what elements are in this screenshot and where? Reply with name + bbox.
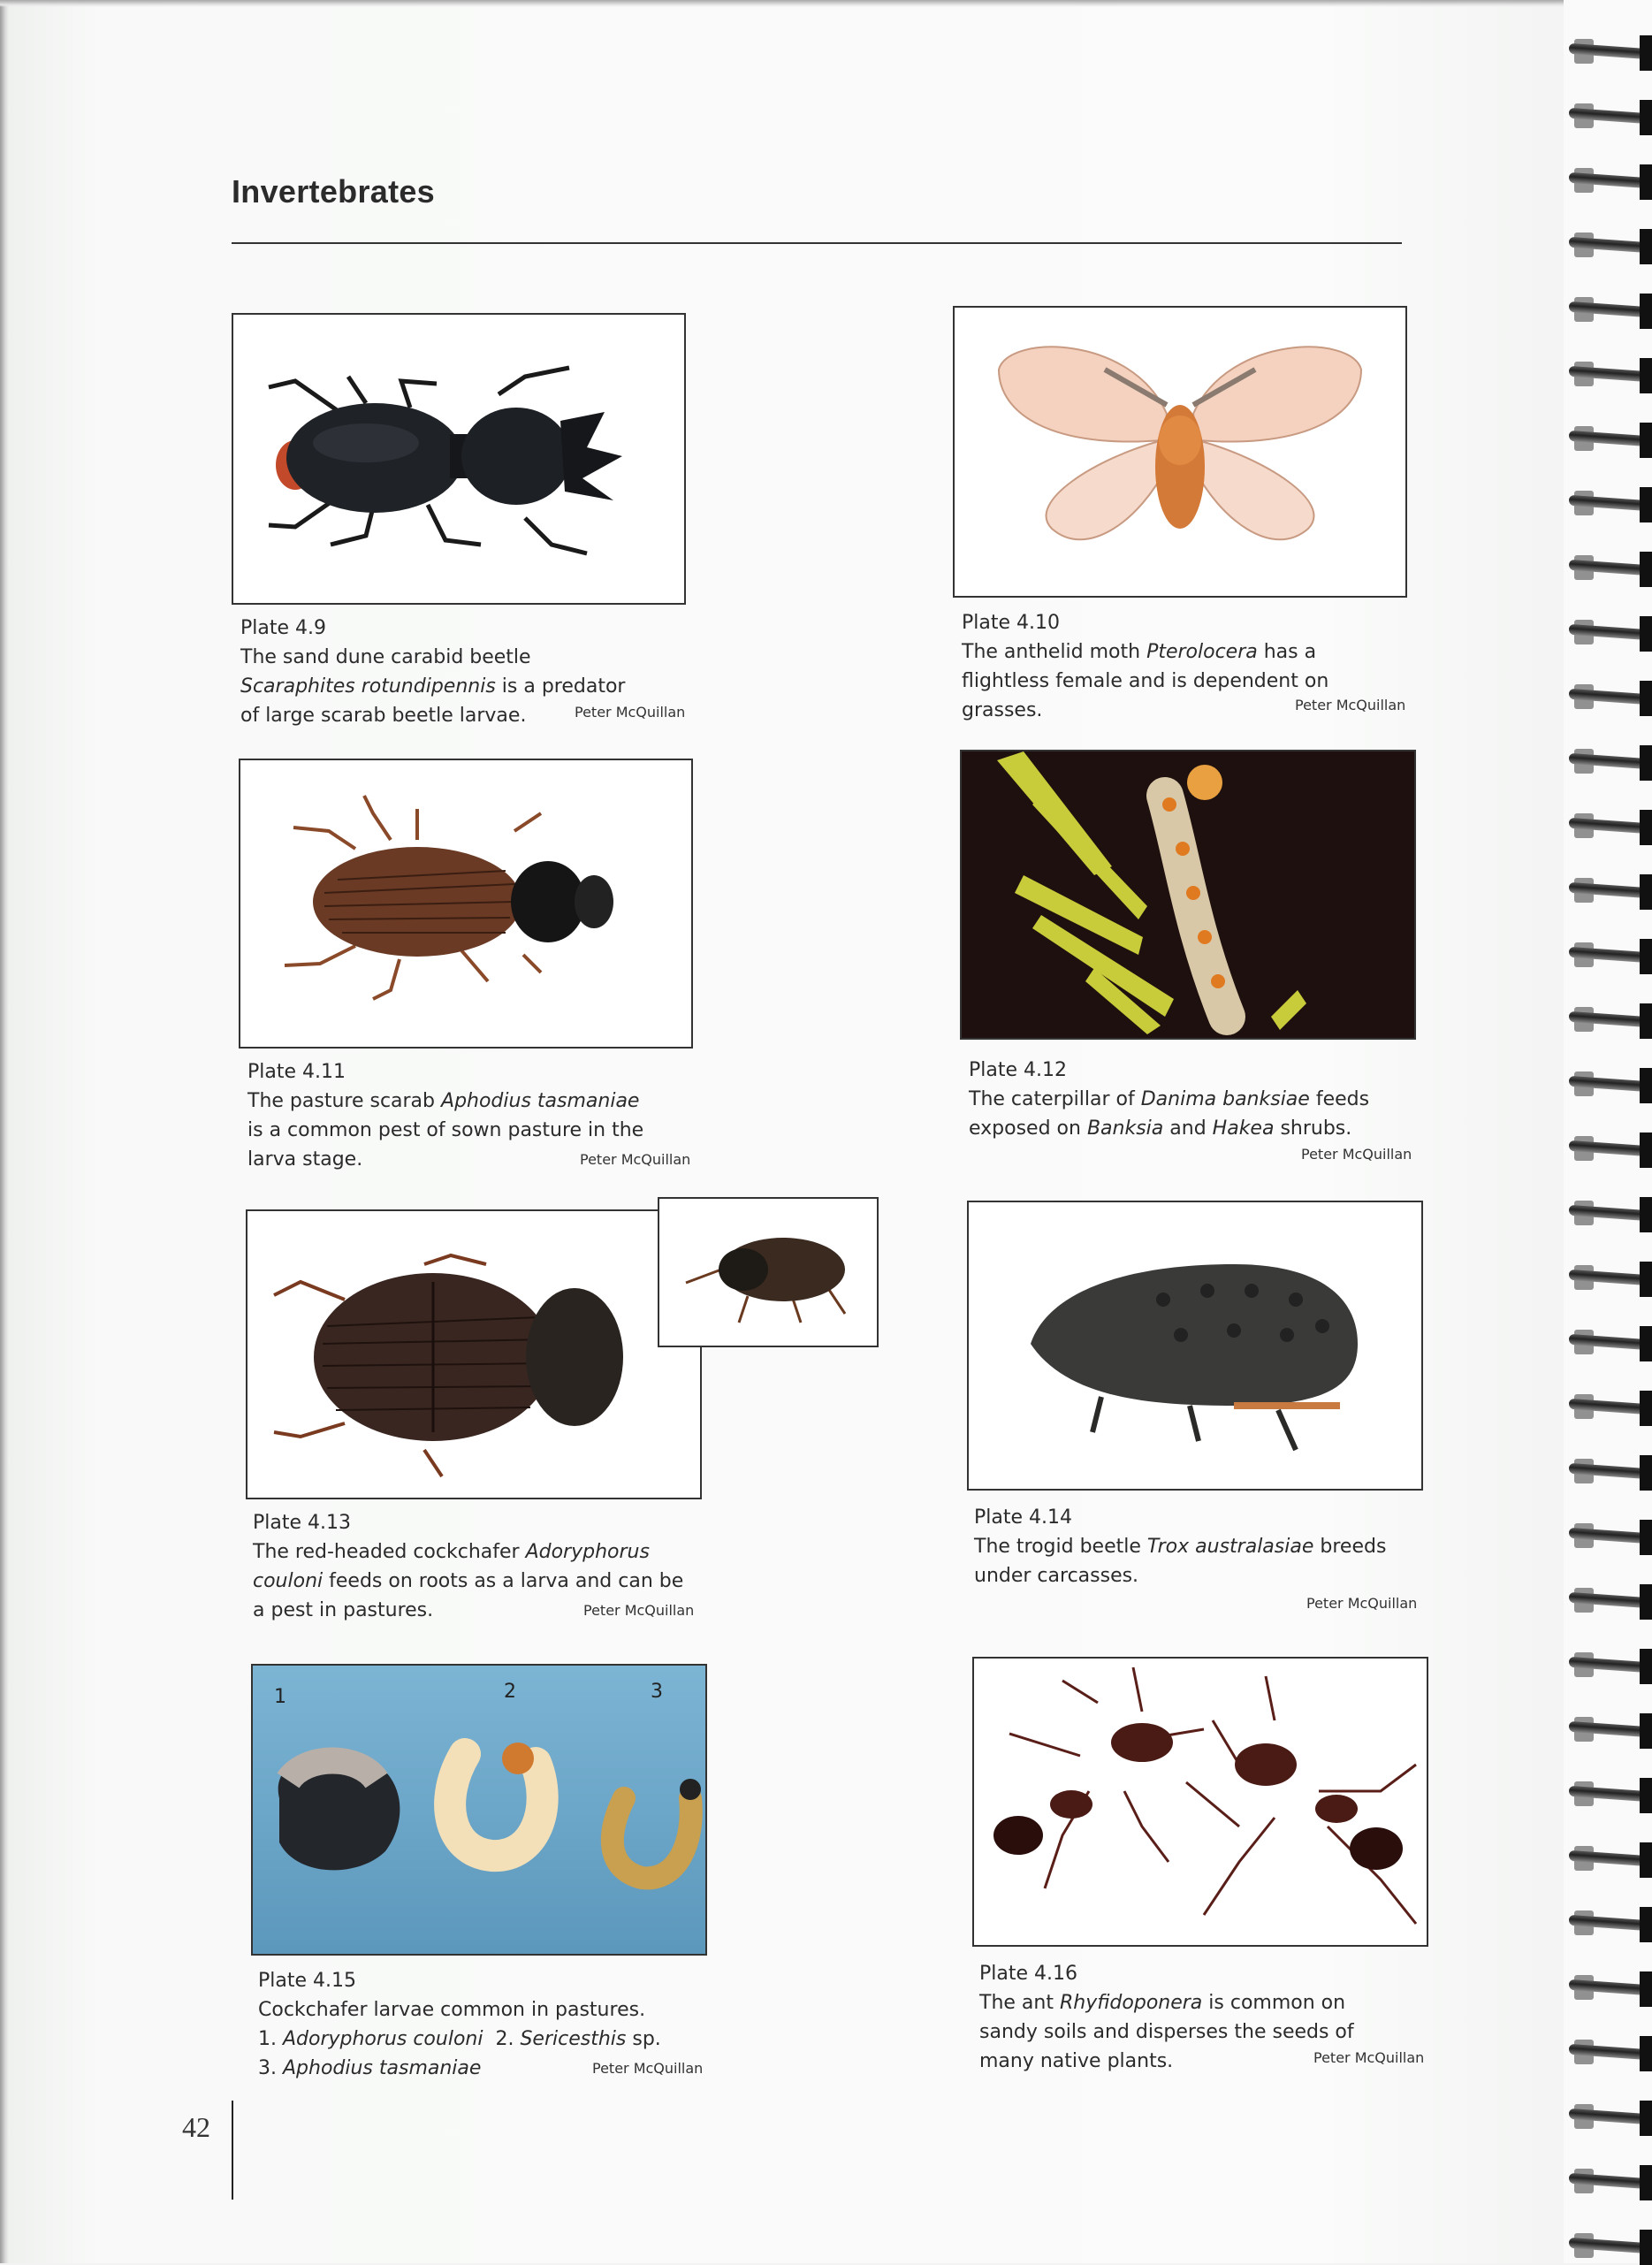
plate-label: Plate 4.11 — [247, 1061, 346, 1083]
caption-text: The caterpillar of — [969, 1088, 1141, 1110]
photo-credit: Peter McQuillan — [1301, 1146, 1412, 1163]
species-name: Adoryphorus — [525, 1541, 650, 1563]
caption-text: Cockchafer larvae common in pastures. — [258, 1999, 646, 2021]
binding-coil — [1565, 1649, 1652, 1684]
plate-label: Plate 4.9 — [240, 617, 327, 639]
plate-label: Plate 4.14 — [974, 1506, 1072, 1529]
binding-coil — [1565, 2101, 1652, 2136]
page-left-edge — [0, 0, 9, 2263]
binding-coil — [1565, 1520, 1652, 1555]
caption-text: 2. — [483, 2028, 521, 2050]
caption-text: The ant — [979, 1992, 1060, 2014]
plate-4-11-photo — [239, 759, 693, 1049]
caption-text — [355, 675, 362, 698]
binding-coil — [1565, 2230, 1652, 2265]
carabid-beetle-image — [233, 315, 684, 603]
species-name: Danima banksiae — [1140, 1088, 1310, 1110]
larva-number-3: 3 — [651, 1681, 663, 1703]
pasture-scarab-image — [240, 760, 691, 1047]
binding-coil — [1565, 229, 1652, 264]
caption-text: The anthelid moth — [962, 641, 1147, 663]
species-name: Rhyfidoponera — [1059, 1992, 1203, 2014]
binding-coil — [1565, 1068, 1652, 1103]
plate-label: Plate 4.10 — [962, 612, 1060, 634]
species-name: Trox australasiae — [1146, 1536, 1314, 1558]
photo-credit: Peter McQuillan — [575, 704, 686, 721]
plate-label: Plate 4.13 — [253, 1512, 351, 1534]
caption-text: feeds exposed on — [969, 1088, 1370, 1140]
binding-coil — [1565, 874, 1652, 910]
binding-coil — [1565, 1003, 1652, 1039]
caption-text: is common on sandy soils and disperses the seeds of many native plants. — [979, 1992, 1354, 2072]
species-name: Hakea — [1212, 1117, 1275, 1140]
plate-4-14-caption — [974, 1503, 1398, 1590]
binding-coil — [1565, 1778, 1652, 1813]
trogid-beetle-image — [969, 1202, 1421, 1489]
photo-credit: Peter McQuillan — [1295, 697, 1406, 713]
photo-credit: Peter McQuillan — [583, 1602, 695, 1619]
species-name: Sericesthis — [520, 2028, 627, 2050]
caption-text: The red-headed cockchafer — [253, 1541, 526, 1563]
caption-text: The trogid beetle — [974, 1536, 1147, 1558]
title-rule — [232, 242, 1402, 244]
species-name: Aphodius tasmaniae — [282, 2057, 482, 2079]
plate-4-12-caption — [969, 1056, 1393, 1143]
binding-coil — [1565, 100, 1652, 135]
species-name: Banksia — [1086, 1117, 1164, 1140]
plate-4-13-inset-photo — [658, 1197, 879, 1347]
binding-coil — [1565, 1842, 1652, 1878]
plate-4-14-photo — [967, 1201, 1423, 1491]
larva-number-1: 1 — [274, 1686, 286, 1708]
binding-coil — [1565, 1326, 1652, 1361]
plate-label: Plate 4.16 — [979, 1963, 1077, 1985]
species-name: rotundipennis — [361, 675, 496, 698]
binding-coil — [1565, 164, 1652, 200]
binding-coil — [1565, 1455, 1652, 1491]
binding-coil — [1565, 2036, 1652, 2071]
binding-coil — [1565, 552, 1652, 587]
caterpillar-image — [962, 751, 1414, 1038]
caption-text: is a predator of large scarab beetle larvae. — [240, 675, 626, 727]
caption-text: breeds under carcasses. — [974, 1536, 1387, 1587]
plate-label: Plate 4.15 — [258, 1970, 356, 1992]
plate-4-12-photo — [960, 750, 1416, 1040]
cockchafer-larvae-image — [253, 1666, 705, 1954]
caption-text: 1. — [258, 2028, 283, 2050]
binding-coil — [1565, 681, 1652, 716]
moth-image — [955, 308, 1405, 596]
binding-coil — [1565, 487, 1652, 522]
caption-text: has a flightless female and is dependent on grasses. — [962, 641, 1329, 721]
caption-text: The pasture scarab — [247, 1090, 442, 1112]
larva-number-2: 2 — [504, 1681, 516, 1703]
plate-4-10-photo — [953, 306, 1407, 598]
binding-coil — [1565, 35, 1652, 71]
ants-image — [974, 1659, 1427, 1945]
photo-credit: Peter McQuillan — [592, 2060, 704, 2077]
binding-coil — [1565, 358, 1652, 393]
page-top-edge — [0, 0, 1582, 7]
binding-coil — [1565, 1713, 1652, 1749]
species-name: Scaraphites — [240, 675, 355, 698]
binding-coil — [1565, 1971, 1652, 2007]
plate-4-9-photo — [232, 313, 686, 605]
species-name: Aphodius tasmaniae — [441, 1090, 640, 1112]
binding-coil — [1565, 1132, 1652, 1168]
binding-coil — [1565, 1391, 1652, 1426]
caption-text: feeds on roots as a larva and can be a pest in pastures. — [253, 1570, 684, 1621]
binding-coil — [1565, 939, 1652, 974]
binding-coil — [1565, 616, 1652, 652]
plate-4-16-photo — [972, 1657, 1428, 1947]
binding-coil — [1565, 294, 1652, 329]
plate-label: Plate 4.12 — [969, 1059, 1067, 1081]
caption-text: 3. — [258, 2057, 283, 2079]
binding-coil — [1565, 810, 1652, 845]
species-name: couloni — [253, 1570, 324, 1592]
spiral-binding — [1564, 0, 1652, 2263]
binding-coil — [1565, 1197, 1652, 1232]
page-number-rule — [232, 2101, 233, 2200]
plate-4-13-photo — [246, 1209, 702, 1499]
binding-coil — [1565, 423, 1652, 458]
binding-coil — [1565, 1584, 1652, 1620]
binding-coil — [1565, 2165, 1652, 2200]
photo-credit: Peter McQuillan — [580, 1151, 691, 1168]
photo-credit: Peter McQuillan — [1313, 2049, 1425, 2066]
page-number: 42 — [182, 2111, 210, 2143]
caption-text: The sand dune carabid beetle — [240, 646, 531, 668]
caption-text: sp. — [626, 2028, 661, 2050]
caption-text: and — [1163, 1117, 1213, 1140]
binding-coil — [1565, 1907, 1652, 1942]
photo-credit: Peter McQuillan — [1306, 1595, 1418, 1612]
plate-4-15-photo — [251, 1664, 707, 1956]
binding-coil — [1565, 745, 1652, 781]
binding-coil — [1565, 1262, 1652, 1297]
species-name: Adoryphorus couloni — [282, 2028, 483, 2050]
species-name: Pterolocera — [1146, 641, 1258, 663]
section-title: Invertebrates — [232, 173, 436, 210]
cockchafer-side-view-image — [659, 1199, 877, 1346]
cockchafer-image — [247, 1211, 700, 1498]
caption-text: shrubs. — [1274, 1117, 1352, 1140]
caption-text: is a common pest of sown pasture in the larva stage. — [247, 1119, 644, 1171]
